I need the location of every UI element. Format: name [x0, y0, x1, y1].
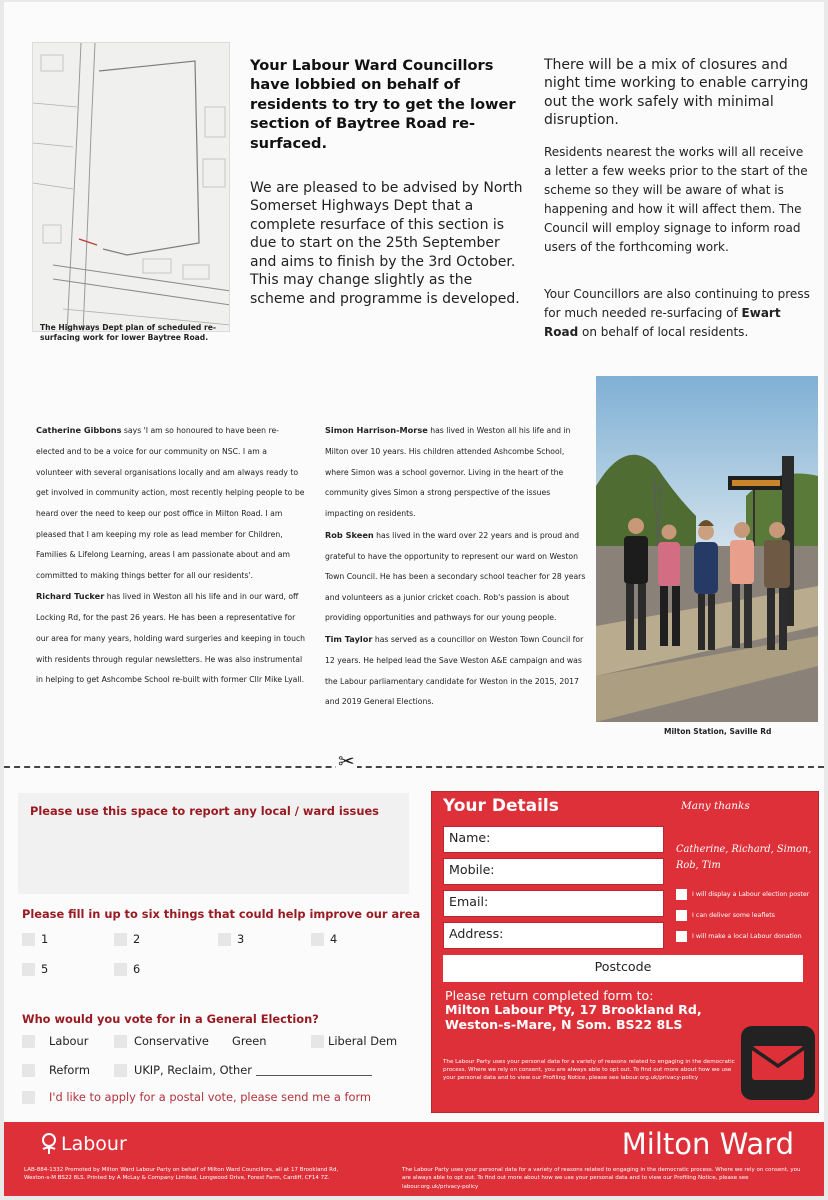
councillors-photo: [596, 376, 818, 722]
improvement-label: 3: [237, 932, 245, 946]
cut-line: [4, 766, 824, 768]
envelope-glyph: [741, 1026, 815, 1100]
vote-option-green[interactable]: [218, 1034, 267, 1048]
bios-middle-column: [325, 420, 587, 713]
return-address: [445, 989, 765, 1032]
bio-rob: [325, 525, 587, 630]
checkbox-icon[interactable]: [22, 963, 35, 976]
bio-name: Rob Skeen: [325, 529, 374, 540]
improvements-title: Please fill in up to six things that could help improve our area: [22, 907, 421, 921]
bio-simon: [325, 420, 587, 525]
checkbox-icon[interactable]: [114, 1035, 127, 1048]
map-caption: The Highways Dept plan of scheduled re-surfacing work for lower Baytree Road.: [40, 323, 217, 343]
footer-privacy-text: The Labour Party uses your personal data for a variety of reasons related to engaging in the democratic process. Where we rely on consent, you are always able to opt out. To find out more about how we use your personal data and to view our Profiling Notice, please see labour.org.uk/privacy-policy: [402, 1167, 801, 1190]
checkbox-icon[interactable]: [311, 933, 324, 946]
improvement-item-4[interactable]: [311, 932, 337, 946]
your-details-panel: [431, 791, 819, 1113]
leaflet-page: [4, 2, 824, 1196]
vote-label: UKIP, Reclaim, Other: [134, 1063, 252, 1077]
ewart-road-paragraph: [544, 285, 814, 342]
return-line: Weston-s-Mare, N Som. BS22 8LS: [445, 1016, 683, 1032]
highways-plan-map: [32, 42, 230, 332]
return-line: Milton Labour Pty, 17 Brookland Rd,: [445, 1002, 702, 1018]
bios-left-column: [36, 420, 306, 691]
bio-text: has lived in the ward over 22 years and is proud and grateful to have the opportunity to represent our ward on Weston Town Council. He has been a secondary school teacher for 28 years and volunteers as a junior cricket coach. Rob's passion is about providing opportunities and pathways for our young people.: [325, 530, 586, 623]
imprint-text: LAB-884-1332 Promoted by Milton Ward Labour Party on behalf of Milton Ward Councillors, all at 17 Brookland Rd, Weston-s-M BS22 8LS. Printed by A McLay & Company Limited, Longwood Drive, Forest Farm, Cardiff, CF14 7Z.: [24, 1167, 339, 1182]
postcode-field[interactable]: Postcode: [443, 955, 803, 982]
scissors-icon: ✂: [338, 749, 355, 773]
bio-richard: [36, 586, 306, 691]
bio-name: Tim Taylor: [325, 634, 373, 645]
bio-text: has lived in Weston all his life and in our ward, off Locking Rd, for the past 26 years. He has been a representative for our area for many years, holding ward surgeries and keeping in touch with residents through regular newsletters. He was also instrumental in helping to get Ashcombe School re-built with former Cllr Mike Lyall.: [36, 592, 306, 685]
bio-name: Catherine Gibbons: [36, 425, 122, 435]
envelope-icon: [741, 1026, 815, 1100]
headline: Your Labour Ward Councillors have lobbied on behalf of residents to try to get the lower section of Baytree Road re-surfaced.: [250, 57, 516, 152]
vote-label: Liberal Dem: [328, 1034, 398, 1048]
vote-label: Conservative: [134, 1034, 209, 1048]
improvement-item-3[interactable]: [218, 932, 244, 946]
labour-wordmark: Labour: [61, 1133, 127, 1155]
intro-paragraph: We are pleased to be advised by North Somerset Highways Dept that a complete resurface of this section is due to start on the 25th September and aims to finish by the 3rd October. This may change slightly as the scheme and programme is developed.: [250, 180, 523, 307]
issues-textarea[interactable]: [18, 793, 409, 894]
checkbox-icon[interactable]: [218, 933, 231, 946]
improvement-item-1[interactable]: [22, 932, 48, 946]
vote-option-labour[interactable]: [22, 1034, 88, 1048]
improvement-label: 2: [133, 932, 141, 946]
bio-name: Richard Tucker: [36, 591, 105, 602]
leaflet-option[interactable]: [676, 910, 775, 921]
name-field[interactable]: Name:: [443, 826, 664, 853]
ewart-road-name: Ewart Road: [544, 305, 781, 339]
vote-option-other[interactable]: [114, 1063, 372, 1077]
improvement-item-5[interactable]: [22, 962, 48, 976]
labour-logo: [37, 1133, 127, 1155]
photo-caption: Milton Station, Saville Rd: [664, 727, 772, 736]
checkbox-icon[interactable]: [22, 933, 35, 946]
postal-vote-option[interactable]: [22, 1090, 371, 1104]
ewart-text-post: on behalf of local residents.: [578, 324, 749, 339]
bio-name: Simon Harrison-Morse: [325, 425, 428, 435]
donation-label: I will make a local Labour donation: [692, 933, 802, 940]
rose-icon: [37, 1133, 61, 1155]
bio-catherine: [36, 420, 306, 586]
vote-title: Who would you vote for in a General Election?: [22, 1012, 319, 1026]
bio-text: has served as a councillor on Weston Town Council for 12 years. He helped lead the Save Weston A&E campaign and was the Labour parliamentary candidate for Weston in the 2015, 2017 and 2019 General Elections.: [325, 635, 584, 707]
privacy-notice: The Labour Party uses your personal data for a variety of reasons related to engaging in the democratic process. Where we rely on consent, you are always able to opt out. To find out more about how we use your personal data and to view our Profiling Notice, please see labour.org.uk/privacy-policy: [443, 1059, 735, 1082]
return-line: Please return completed form to:: [445, 988, 654, 1003]
bio-tim: [325, 629, 587, 713]
vote-label: Green: [232, 1034, 267, 1048]
improvement-label: 1: [41, 932, 49, 946]
bio-text: says 'I am so honoured to have been re-elected and to be a voice for our community on NSC. I am a volunteer with several organisations locally and am always ready to get involved in community action, most recently helping people to be heard over the need to keep our post office in Milton Road. I am pleased that I am keeping my role as lead member for Children, Families & Lifelong Learning, areas I am passionate about and am committed to making things better for all our residents'.: [36, 426, 305, 580]
checkbox-icon[interactable]: [114, 1064, 127, 1077]
ward-name: Milton Ward: [621, 1127, 794, 1161]
vote-option-reform[interactable]: [22, 1063, 90, 1077]
improvement-label: 5: [41, 962, 49, 976]
poster-label: I will display a Labour election poster: [692, 891, 810, 898]
improvement-label: 4: [330, 932, 338, 946]
issues-title: Please use this space to report any local / ward issues: [30, 804, 379, 818]
checkbox-icon[interactable]: [22, 1064, 35, 1077]
leaflet-label: I can deliver some leaflets: [692, 912, 775, 919]
email-field[interactable]: Email:: [443, 890, 664, 917]
bio-text: has lived in Weston all his life and in Milton over 10 years. His children attended Ashcombe School, where Simon was a school governor. Living in the heart of the community gives Simon a strong perspective of the issues impacting on residents.: [325, 426, 571, 518]
vote-label: Labour: [49, 1034, 89, 1048]
checkbox-icon[interactable]: [22, 1091, 35, 1104]
checkbox-icon[interactable]: [114, 933, 127, 946]
residents-paragraph: Residents nearest the works will all receive a letter a few weeks prior to the start of the scheme so they will be aware of what is happening and how it will affect them. The Council will employ signage to inform road users of the forthcoming work.: [544, 145, 808, 254]
station-photo-illustration: [596, 376, 818, 722]
councillor-signoff: Catherine, Richard, Simon, Rob, Tim: [676, 844, 812, 872]
address-field[interactable]: Address:: [443, 922, 664, 949]
vote-label: Reform: [49, 1063, 90, 1077]
vote-option-liberal-dem[interactable]: [311, 1034, 397, 1048]
thanks-note: Many thanks: [681, 800, 750, 812]
closures-paragraph: There will be a mix of closures and night time working to enable carrying out the work safely with minimal disruption.: [544, 57, 809, 129]
checkbox-icon[interactable]: [311, 1035, 324, 1048]
checkbox-icon[interactable]: [676, 889, 687, 900]
checkbox-icon[interactable]: [676, 910, 687, 921]
donation-option[interactable]: [676, 931, 802, 942]
improvement-item-6[interactable]: [114, 962, 140, 976]
checkbox-icon[interactable]: [676, 931, 687, 942]
ewart-text-pre: Your Councillors are also continuing to press for much needed re-surfacing of: [544, 287, 810, 320]
postal-vote-label: I'd like to apply for a postal vote, please send me a form: [49, 1090, 372, 1104]
mobile-field[interactable]: Mobile:: [443, 858, 664, 885]
details-title: Your Details: [443, 796, 559, 816]
checkbox-icon[interactable]: [114, 963, 127, 976]
map-drawing: [33, 43, 230, 332]
other-party-input[interactable]: [256, 1065, 372, 1076]
footer-bar: [4, 1122, 824, 1196]
poster-option[interactable]: [676, 889, 809, 900]
improvement-label: 6: [133, 962, 141, 976]
improvement-item-2[interactable]: [114, 932, 140, 946]
vote-option-conservative[interactable]: [114, 1034, 209, 1048]
checkbox-icon[interactable]: [22, 1035, 35, 1048]
